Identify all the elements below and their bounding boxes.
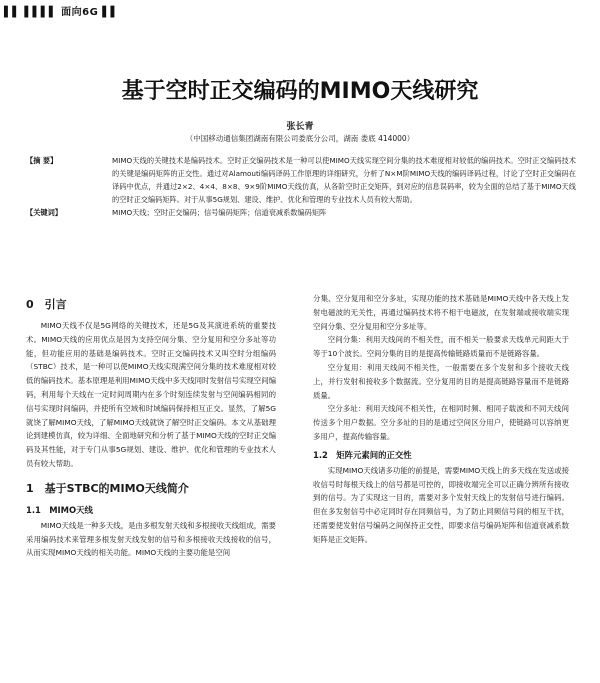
section-1-1-paragraph: MIMO天线是一种多天线，是由多根发射天线和多根接收天线组成，需要采用编码技术来管理多根发射天线发射的信号和多根接收天线接收的信号，从而实现MIMO天线的相关功能。MIMO天线的主要功能是空间	[26, 520, 276, 558]
journal-header-tag: ▌▌ ▌▌▌▌ 面向6G ▌▌	[4, 7, 119, 18]
paper-affiliation: （中国移动通信集团湖南有限公司娄底分公司，湖南 娄底 414000）	[185, 134, 415, 143]
paper-title: 基于空时正交编码的MIMO天线研究	[121, 79, 479, 104]
abstract-text: MIMO天线的关键技术是编码技术。空时正交编码技术是一种可以使MIMO天线实现空间分集的技术难度相对较低的编码技术。空时正交编码技术的关键是编码矩阵的正交性。通过对Alamouti编码译码工作原理的详细研究，分析了N×M阶MIMO天线的编码译码过程，讨论了空时正交编码在译码中优点，并通过2×2、4×4、8×8、9×9阶MIMO天线仿真，从各阶空时正交矩阵，到对应的信息误码率，较为全面的总结了基于MIMO天线的空时正交编码矩阵。对于从事5G规划、建设、维护、优化和管理的专业技术人员有较大帮助。	[112, 156, 576, 204]
keywords-row	[26, 206, 576, 219]
right-paragraph-spatial-multiplexing: 空分复用：利用天线间不相关性，一般需要在多个发射和多个接收天线上，并行发射和接收多个数据流。空分复用的目的是提高链路容量而不是链路质量。	[313, 362, 569, 400]
section-0-heading: 0 引言	[26, 298, 67, 311]
section-1-2-heading: 1.2 矩阵元素间的正交性	[313, 449, 412, 460]
abstract-row	[26, 154, 576, 206]
paper-author: 张长青	[286, 122, 314, 132]
right-paragraph-continued: 分集、空分复用和空分多址，实现功能的技术基础是MIMO天线中各天线上发射电磁波的无关性，再通过编码技术将不相干电磁波，在发射端或接收端实现空间分集、空分复用和空分多址等。	[313, 294, 569, 331]
section-1-heading: 1 基于STBC的MIMO天线简介	[26, 481, 189, 495]
abstract-label: 【摘 要】	[26, 156, 58, 165]
right-column	[313, 292, 569, 547]
left-column	[26, 297, 276, 560]
abstract-block	[26, 154, 576, 219]
section-1-1-heading: 1.1 MIMO天线	[26, 504, 93, 515]
section-0-paragraph: MIMO天线不仅是5G网络的关键技术，还是5G及其演进系统的重要技术。MIMO天线的应用优点是因为支持空间分集、空分复用和空分多址等功能，但功能应用的基础是编码技术。空时正交编码技术又叫空时分组编码（STBC）技术，是一种可以使MIMO天线实现满空间分集的技术难度相对较低的编码技术。基本原理是利用MIMO天线中多天线同时发射信号实现空间编码，利用每个天线在一定时间周期内在多个时刻连续发射与空间编码相同的信号实现时间编码，并使所有空域和时域编码保持相互正交。显然，了解5G就饶了解MIMO天线，了解MIMO天线就饶了解空时正交编码。本文从基础理论到建模仿真，较为详细、全面地研究和分析了基于MIMO天线的空时正交编码及其性能，对于专门从事5G规划、建设、维护、优化和管理的专业技术人员有较大帮助。	[26, 321, 276, 468]
keywords-text: MIMO天线；空时正交编码；信号编码矩阵；信道衰减系数编码矩阵	[112, 208, 327, 217]
section-1-2-paragraph: 实现MIMO天线诸多功能的前提是，需要MIMO天线上的多天线在发送或接收信号时每根天线上的信号都是可控的，即接收端完全可以正确分辨所有接收到的信号。为了实现这一目的，需要对多个发射天线上的发射信号进行编码。但在多发射信号中必定同时存在同频信号，为了防止同频信号间的相互干扰，还需要使发射信号编码之间保持正交性，即要求信号编码矩阵和信道衰减系数矩阵是正交矩阵。	[313, 465, 569, 544]
right-paragraph-sdma: 空分多址：利用天线间不相关性，在相同时频、相同子载波和不同天线间传送多个用户数据。空分多址的目的是通过空间区分用户，使链路可以容纳更多用户，提高传输容量。	[313, 404, 569, 441]
keywords-label: 【关键词】	[26, 208, 62, 217]
right-paragraph-space-diversity: 空间分集：利用天线间的不相关性，而不相关一般要求天线单元间距大于等于10个波长。空间分集的目的是提高传输链路质量而不是链路容量。	[313, 335, 569, 359]
